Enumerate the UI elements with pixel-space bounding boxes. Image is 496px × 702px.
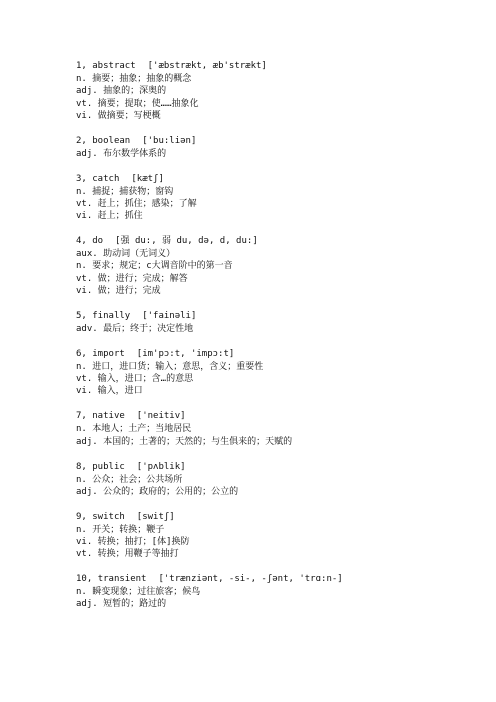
vocab-entry [76, 235, 476, 297]
entry-heading [76, 573, 476, 586]
entry-number: 2, [76, 135, 87, 146]
entry-heading [76, 410, 476, 423]
entry-heading [76, 135, 476, 148]
entry-sense: n. 本地人；土产；当地居民 [76, 424, 192, 435]
entry-heading [76, 60, 476, 73]
entry-number: 4, [76, 236, 87, 247]
entry-sense: n. 要求；规定；c大调音阶中的第一音 [76, 261, 233, 272]
vocab-entry [76, 573, 476, 611]
vocab-entry [76, 310, 476, 335]
entry-phonetic: [im'pɔ:t, 'impɔ:t] [136, 348, 235, 359]
entry-heading [76, 511, 476, 524]
entry-sense: vt. 摘要；提取；使……抽象化 [76, 98, 199, 109]
entry-number: 10, [76, 574, 93, 585]
entry-sense: adv. 最后；终于；决定性地 [76, 323, 194, 334]
vocab-entry [76, 461, 476, 499]
entry-sense: vi. 赶上；抓住 [76, 211, 143, 222]
entry-phonetic: ['æbstrækt, æb'strækt] [147, 61, 267, 71]
entry-phonetic: [kætʃ] [131, 173, 164, 184]
entry-sense: n. 摘要；抽象；抽象的概念 [76, 74, 192, 84]
entry-word: native [92, 411, 125, 422]
entry-word: switch [92, 511, 125, 522]
entry-phonetic: [强 du:, 弱 du, də, d, du:] [115, 236, 258, 247]
entry-number: 5, [76, 310, 87, 321]
entry-sense: vt. 输入，进口；含…的意思 [76, 374, 194, 385]
entry-phonetic: [switʃ] [136, 511, 175, 522]
entry-phonetic: ['fainəli] [142, 310, 197, 321]
entry-heading [76, 348, 476, 361]
entry-word: import [92, 348, 125, 359]
entry-sense: n. 公众；社会；公共场所 [76, 474, 183, 485]
entry-sense: adj. 公众的；政府的；公用的；公立的 [76, 486, 239, 497]
vocab-entry [76, 135, 476, 160]
entry-sense: n. 开关；转换；鞭子 [76, 524, 165, 535]
entry-word: catch [92, 173, 120, 184]
entry-sense: vt. 转换；用鞭子等抽打 [76, 549, 179, 560]
entry-sense: vi. 做；进行；完成 [76, 286, 161, 297]
vocab-entry [76, 173, 476, 223]
entry-sense: adj. 本国的；土著的；天然的；与生俱来的；天赋的 [76, 436, 293, 447]
entry-sense: vi. 做摘要；写梗概 [76, 110, 161, 121]
entry-word: boolean [92, 135, 131, 146]
entry-sense: vi. 输入，进口 [76, 386, 143, 397]
entry-phonetic: ['pʌblik] [136, 461, 186, 472]
entry-word: transient [97, 574, 147, 585]
entry-number: 7, [76, 411, 87, 422]
entry-number: 1, [76, 61, 87, 71]
entry-phonetic: ['trænziənt, -si-, -ʃənt, 'trɑ:n-] [158, 574, 343, 585]
entry-sense: adj. 抽象的；深奥的 [76, 86, 167, 97]
entry-word: finally [92, 310, 131, 321]
entry-number: 9, [76, 511, 87, 522]
entry-heading [76, 173, 476, 186]
entry-sense: adj. 布尔数学体系的 [76, 148, 167, 159]
vocab-entry [76, 348, 476, 398]
entry-heading [76, 310, 476, 323]
entry-sense: vt. 赶上；抓住；感染；了解 [76, 198, 197, 209]
entry-number: 6, [76, 348, 87, 359]
entry-sense: n. 进口，进口货；输入；意思，含义；重要性 [76, 361, 264, 372]
entry-sense: vi. 转换；抽打；[体]换防 [76, 536, 190, 547]
vocab-entry [76, 410, 476, 448]
entry-word: abstract [92, 61, 136, 71]
entry-sense: adj. 短暂的；路过的 [76, 599, 167, 610]
entry-number: 8, [76, 461, 87, 472]
entry-sense: n. 捕捉；捕获物；窗钩 [76, 186, 174, 197]
entry-heading [76, 461, 476, 474]
vocabulary-list [76, 60, 476, 623]
entry-word: do [92, 236, 104, 247]
entry-sense: n. 瞬变现象；过往旅客；候鸟 [76, 587, 201, 598]
entry-phonetic: ['neitiv] [136, 411, 186, 422]
entry-word: public [92, 461, 125, 472]
vocab-entry [76, 60, 476, 122]
entry-sense: vt. 做；进行；完成；解答 [76, 273, 188, 284]
entry-phonetic: ['bu:liən] [142, 135, 197, 146]
entry-heading [76, 235, 476, 248]
entry-number: 3, [76, 173, 87, 184]
entry-sense: aux. 助动词（无词义） [76, 249, 176, 260]
vocab-entry [76, 511, 476, 561]
